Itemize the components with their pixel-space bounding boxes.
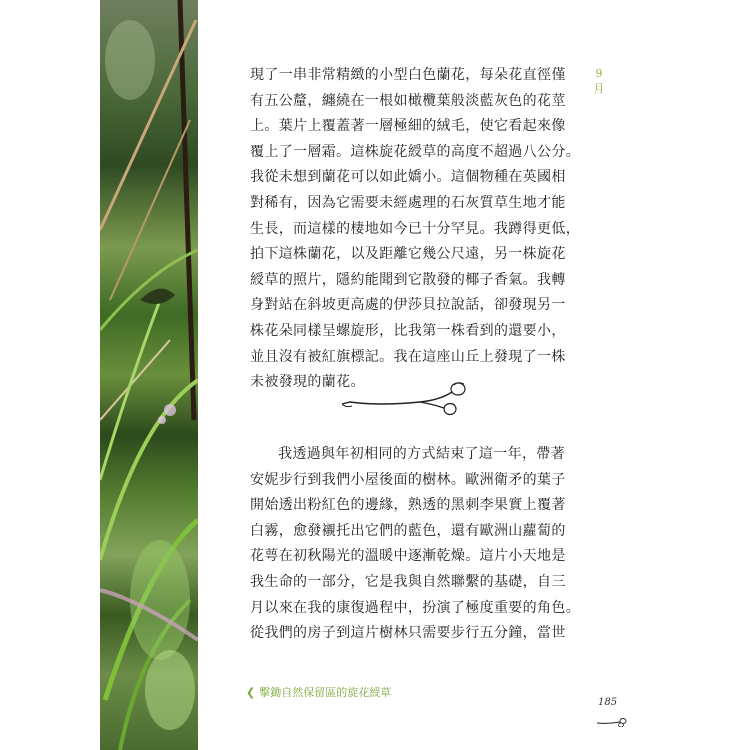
seed-pod-sprig-icon <box>340 380 470 420</box>
orchid-photo <box>100 0 198 750</box>
text-line: 月以來在我的康復過程中，扮演了極度重要的角色。 <box>250 599 581 616</box>
text-line: 安妮步行到我們小屋後面的樹林。歐洲衛矛的葉子 <box>250 471 566 488</box>
paragraph-1 <box>250 63 581 396</box>
text-line: 白霧，愈發襯托出它們的藍色，還有歐洲山蘿蔔的 <box>250 522 566 539</box>
text-line: 綬草的照片，隱約能聞到它散發的椰子香氣。我轉 <box>250 271 566 288</box>
text-line: 身對站在斜坡更高處的伊莎貝拉說話，卻發現另一 <box>250 297 566 314</box>
text-line: 拍下這株蘭花，以及距離它幾公尺遠，另一株旋花 <box>250 246 566 263</box>
text-line: 生長，而這樣的棲地如今已十分罕見。我蹲得更低， <box>250 220 581 237</box>
month-char: 月 <box>593 82 605 95</box>
month-digit: 9 <box>595 67 603 80</box>
text-line: 開始透出粉紅色的邊緣，熟透的黑刺李果實上覆著 <box>250 497 566 514</box>
text-line: 覆上了一層霜。這株旋花綬草的高度不超過八公分。 <box>250 143 581 160</box>
text-line: 株花朵同樣呈螺旋形，比我第一株看到的還要小， <box>250 322 566 339</box>
text-line: 我透過與年初相同的方式結束了這一年，帶著 <box>278 446 565 462</box>
chevron-left-icon: ❮ <box>246 686 256 699</box>
paragraph-2 <box>250 442 581 647</box>
text-line: 花萼在初秋陽光的溫暖中逐漸乾燥。這片小天地是 <box>250 548 566 565</box>
text-line: 並且沒有被紅旗標記。我在這座山丘上發現了一株 <box>250 348 566 365</box>
text-line: 現了一串非常精緻的小型白色蘭花，每朵花直徑僅 <box>250 67 566 83</box>
caption-text: 擊鋤自然保留區的旋花綬草 <box>259 686 392 699</box>
text-line: 對稀有，因為它需要未經處理的石灰質草生地才能 <box>250 194 566 211</box>
month-marker <box>592 66 606 96</box>
text-line: 未被發現的蘭花。 <box>250 374 365 391</box>
text-line: 上。葉片上覆蓋著一層極細的絨毛，使它看起來像 <box>250 118 566 135</box>
text-line: 我生命的一部分，它是我與自然聯繫的基礎，自三 <box>250 573 566 590</box>
text-line: 我從未想到蘭花可以如此嬌小。這個物種在英國相 <box>250 169 566 186</box>
photo-caption <box>246 684 391 700</box>
text-line: 從我們的房子到這片樹林只需要步行五分鐘，當世 <box>250 625 566 642</box>
page-number: 185 <box>598 697 618 708</box>
text-line: 有五公釐，纏繞在一根如橄欖葉般淡藍灰色的花莖 <box>250 92 566 109</box>
page-number-flourish-icon <box>596 712 630 722</box>
